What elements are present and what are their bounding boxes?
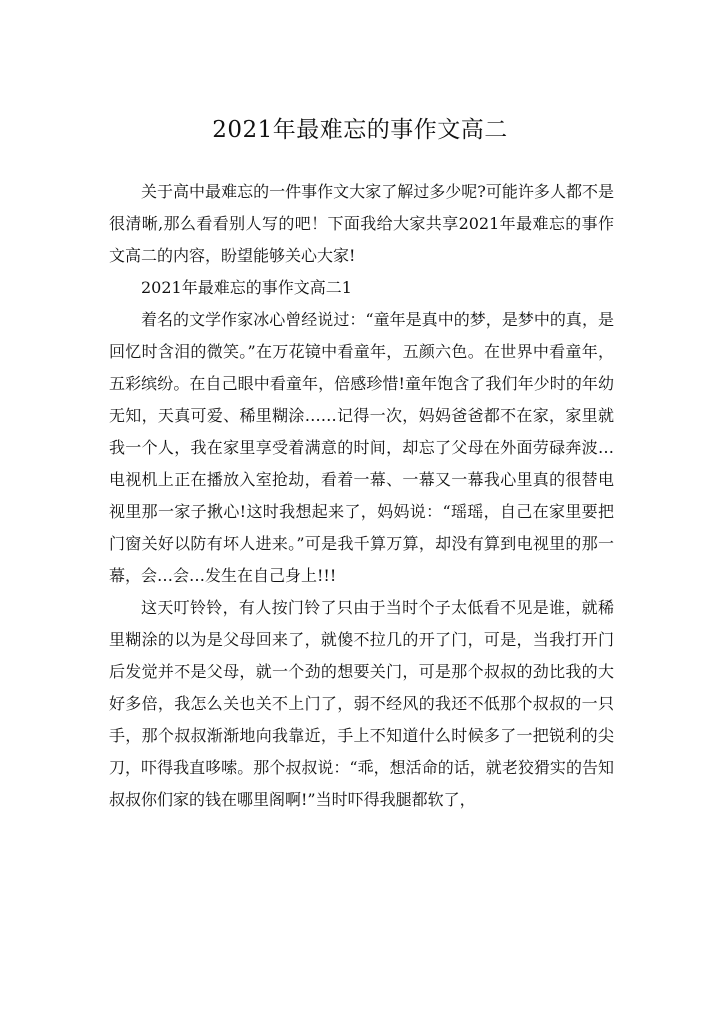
body-paragraph-2: 这天叮铃铃，有人按门铃了只由于当时个子太低看不见是谁，就稀里糊涂的以为是父母回来了，就傻不拉几的开了门，可是，当我打开门后发觉并不是父母，就一个劲的想要关门，可是那个叔叔的劲比我的大好多倍，我怎么关也关不上门了，弱不经风的我还不低那个叔叔的一只手，那个叔叔渐渐地向我靠近，手上不知道什么时候多了一把锐利的尖刀，吓得我直哆嗦。那个叔叔说：“乖，想活命的话，就老狡猾实的告知叔叔你们家的钱在哪里阁啊!”当时吓得我腿都软了，: [109, 598, 614, 809]
section-heading: 2021年最难忘的事作文高二1: [141, 278, 352, 297]
intro-paragraph: 关于高中最难忘的一件事作文大家了解过多少呢?可能许多人都不是很清晰,那么看看别人写的吧！下面我给大家共享2021年最难忘的事作文高二的内容，盼望能够关心大家!: [109, 182, 614, 265]
document-title: 2021年最难忘的事作文高二: [212, 117, 508, 143]
body-paragraph-1: 着名的文学作家冰心曾经说过：“童年是真中的梦，是梦中的真，是回忆时含泪的微笑。”在万花镜中看童年，五颜六色。在世界中看童年，五彩缤纷。在自己眼中看童年，倍感珍惜!童年饱含了我们年少时的年幼无知，天真可爱、稀里糊涂……记得一次，妈妈爸爸都不在家，家里就我一个人，我在家里享受着满意的时间，却忘了父母在外面劳碌奔波…电视机上正在播放入室抢劫，看着一幕、一幕又一幕我心里真的很替电视里那一家子揪心!这时我想起来了，妈妈说：“瑶瑶，自己在家里要把门窗关好以防有坏人进来。”可是我千算万算，却没有算到电视里的那一幕，会…会…发生在自己身上!!!: [109, 310, 614, 585]
document-body: [109, 176, 614, 816]
